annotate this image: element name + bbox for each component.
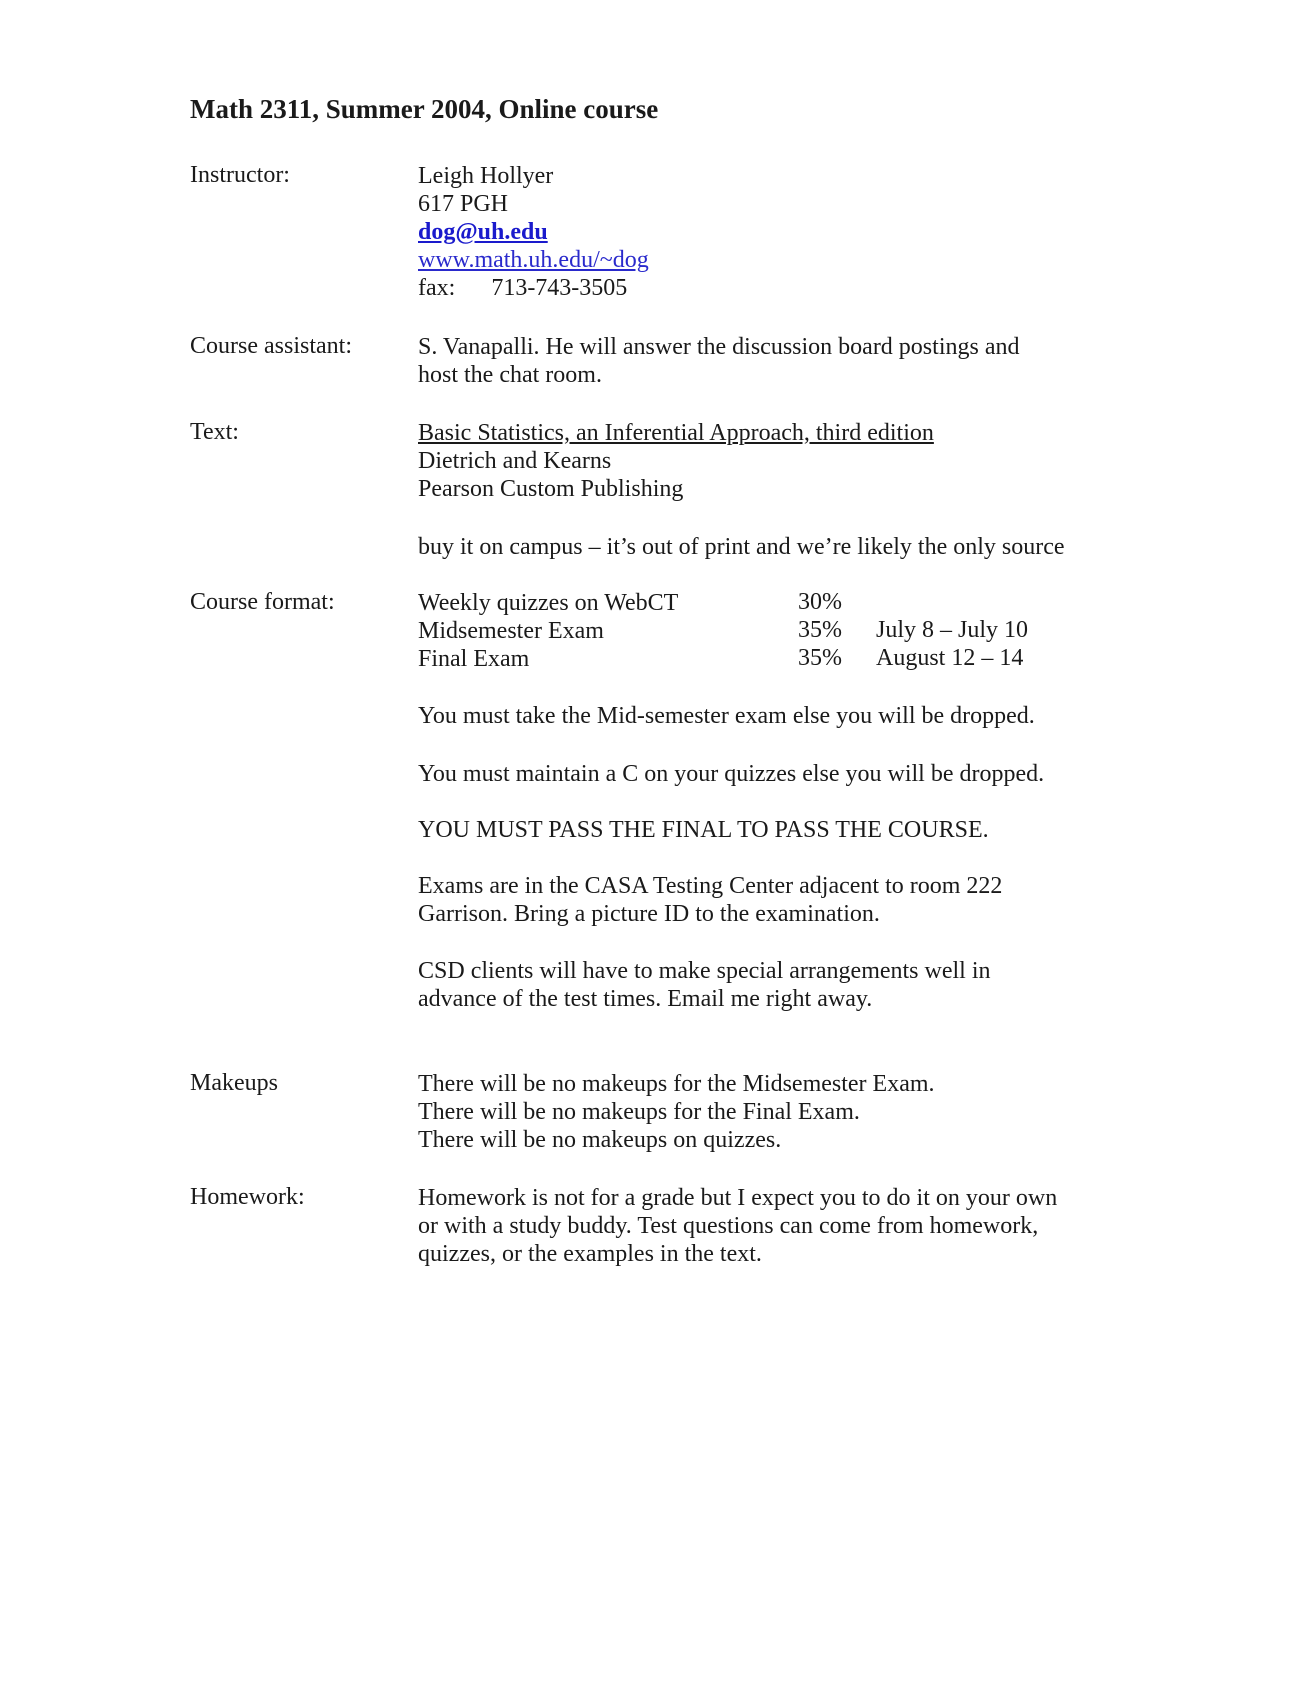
grade-item-percent: 35% — [798, 617, 842, 643]
instructor-name: Leigh Hollyer — [418, 163, 554, 189]
fax-label: fax: — [418, 275, 456, 301]
homework-line-3: quizzes, or the examples in the text. — [418, 1241, 762, 1267]
instructor-label: Instructor: — [190, 162, 290, 188]
fax-number: 713-743-3505 — [491, 275, 628, 301]
homework-line-2: or with a study buddy. Test questions can come from homework, — [418, 1213, 1039, 1239]
grade-item-percent: 30% — [798, 589, 842, 615]
csd-note-line-2: advance of the test times. Email me right away. — [418, 986, 873, 1012]
exams-location-line-2: Garrison. Bring a picture ID to the examination. — [418, 901, 880, 927]
course-format-label: Course format: — [190, 589, 335, 615]
homework-label: Homework: — [190, 1184, 305, 1210]
grade-item-percent: 35% — [798, 645, 842, 671]
text-label: Text: — [190, 419, 239, 445]
instructor-email-row — [418, 218, 548, 246]
makeups-line-2: There will be no makeups for the Final Exam. — [418, 1099, 860, 1125]
instructor-email-link[interactable]: dog@uh.edu — [418, 219, 548, 245]
instructor-office: 617 PGH — [418, 191, 509, 217]
course-assistant-line-1: S. Vanapalli. He will answer the discussion board postings and — [418, 334, 1020, 360]
course-assistant-label: Course assistant: — [190, 333, 352, 359]
exams-location-line-1: Exams are in the CASA Testing Center adjacent to room 222 — [418, 873, 1003, 899]
grade-item-name: Final Exam — [418, 646, 530, 672]
rule-midsemester: You must take the Mid-semester exam else you will be dropped. — [418, 703, 1035, 729]
course-assistant-line-2: host the chat room. — [418, 362, 602, 388]
grade-item-dates: August 12 – 14 — [876, 645, 1024, 671]
homework-line-1: Homework is not for a grade but I expect you to do it on your own — [418, 1185, 1058, 1211]
textbook-publisher: Pearson Custom Publishing — [418, 476, 684, 502]
textbook-note: buy it on campus – it’s out of print and we’re likely the only source — [418, 534, 1065, 560]
instructor-website-link[interactable]: www.math.uh.edu/~dog — [418, 247, 649, 273]
csd-note-line-1: CSD clients will have to make special arrangements well in — [418, 958, 991, 984]
grade-item-name: Weekly quizzes on WebCT — [418, 590, 679, 616]
grade-item-name: Midsemester Exam — [418, 618, 604, 644]
instructor-fax — [418, 274, 627, 302]
rule-quizzes: You must maintain a C on your quizzes else you will be dropped. — [418, 761, 1045, 787]
page-title: Math 2311, Summer 2004, Online course — [190, 94, 659, 124]
textbook-title: Basic Statistics, an Inferential Approach, third edition — [418, 420, 934, 446]
makeups-line-1: There will be no makeups for the Midsemester Exam. — [418, 1071, 935, 1097]
makeups-line-3: There will be no makeups on quizzes. — [418, 1127, 782, 1153]
instructor-website-row — [418, 246, 649, 274]
makeups-label: Makeups — [190, 1070, 278, 1096]
textbook-authors: Dietrich and Kearns — [418, 448, 612, 474]
grade-item-dates: July 8 – July 10 — [876, 617, 1029, 643]
rule-final: YOU MUST PASS THE FINAL TO PASS THE COURSE. — [418, 817, 989, 843]
